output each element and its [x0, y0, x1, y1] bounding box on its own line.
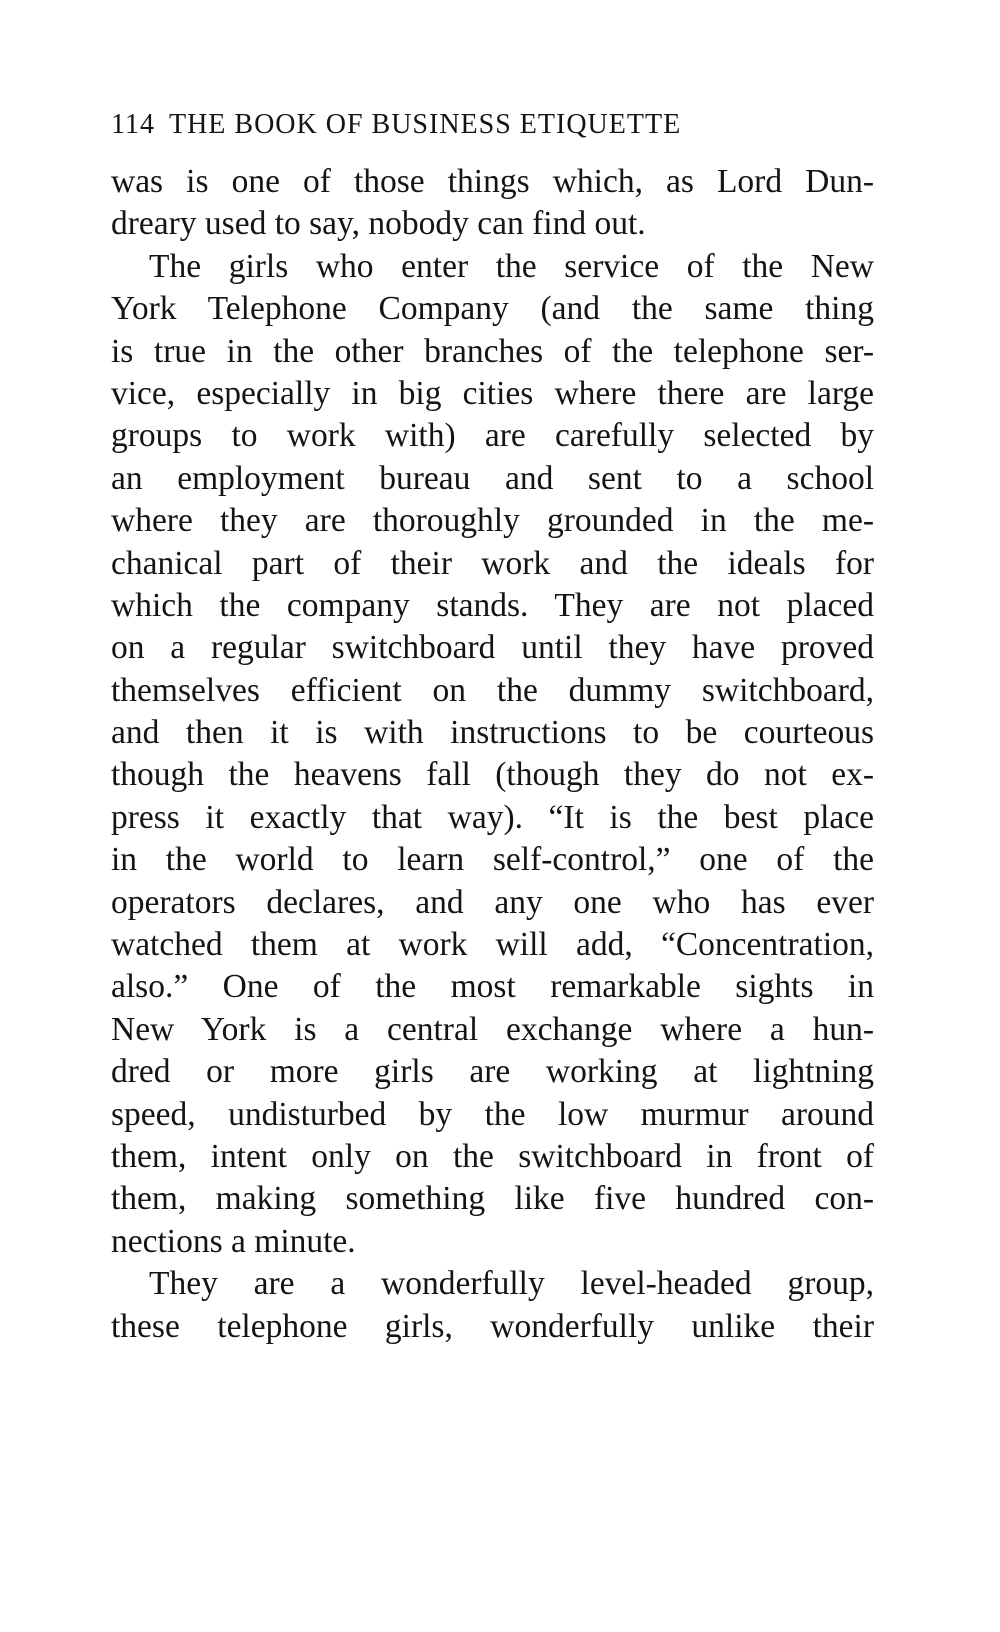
text-line: also.” One of the most remarkable sights in	[111, 968, 874, 1006]
text-line: on a regular switchboard until they have proved	[111, 629, 874, 667]
paragraph	[111, 161, 874, 246]
text-line: though the heavens fall (though they do not ex-	[111, 756, 874, 794]
text-line: which the company stands. They are not placed	[111, 586, 874, 624]
text-line: The girls who enter the service of the New	[149, 247, 874, 285]
text-line: dreary used to say, nobody can find out.	[111, 205, 646, 243]
text-line: in the world to learn self-control,” one of the	[111, 841, 874, 879]
text-line: and then it is with instructions to be courteous	[111, 714, 874, 752]
text-line: groups to work with) are carefully selected by	[111, 417, 874, 455]
text-line: nections a minute.	[111, 1222, 356, 1260]
body-text	[111, 161, 874, 1348]
text-line: vice, especially in big cities where there are large	[111, 374, 874, 412]
text-line: operators declares, and any one who has ever	[111, 883, 874, 921]
text-line: watched them at work will add, “Concentration,	[111, 926, 874, 964]
text-line: York Telephone Company (and the same thing	[111, 290, 874, 328]
text-line: where they are thoroughly grounded in the me-	[111, 502, 874, 540]
running-head	[111, 108, 801, 142]
text-line: press it exactly that way). “It is the best place	[111, 798, 874, 836]
running-title: THE BOOK OF BUSINESS ETIQUETTE	[168, 109, 682, 140]
text-line: themselves efficient on the dummy switchboard,	[111, 671, 874, 709]
text-line: chanical part of their work and the ideals for	[111, 544, 874, 582]
text-line: them, intent only on the switchboard in front of	[111, 1137, 874, 1175]
text-line: was is one of those things which, as Lord Dun-	[111, 163, 874, 200]
text-line: speed, undisturbed by the low murmur around	[111, 1095, 874, 1133]
text-line: New York is a central exchange where a hun-	[111, 1010, 874, 1048]
text-line: them, making something like five hundred con-	[111, 1180, 874, 1218]
text-line: They are a wonderfully level-headed group,	[149, 1265, 874, 1303]
text-line: dred or more girls are working at lightning	[111, 1053, 874, 1091]
text-line: is true in the other branches of the telephone ser-	[111, 332, 874, 370]
paragraph	[111, 1263, 874, 1348]
page-number: 114	[111, 109, 155, 140]
text-line: these telephone girls, wonderfully unlike their	[111, 1307, 874, 1345]
text-line: an employment bureau and sent to a school	[111, 459, 874, 497]
paragraph	[111, 246, 874, 1263]
